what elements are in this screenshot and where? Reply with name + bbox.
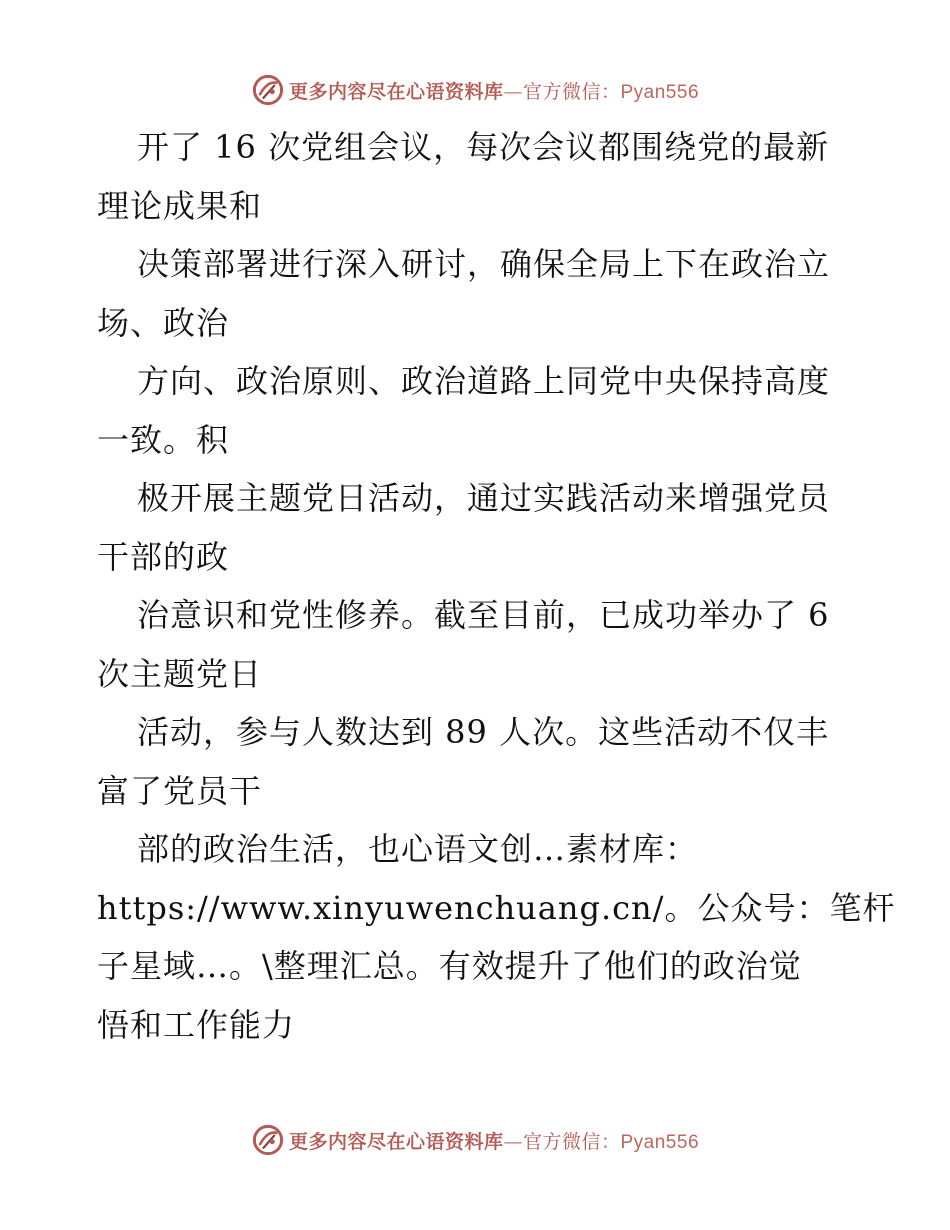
watermark-wechat-label: 官方微信：: [522, 1130, 621, 1153]
body-line: https://www.xinyuwenchuang.cn/。公众号：笔杆: [97, 888, 896, 927]
body-line: 一致。积: [97, 420, 230, 459]
watermark-group: [251, 73, 699, 107]
body-line: 极开展主题党日活动，通过实践活动来增强党员: [137, 479, 831, 517]
body-line: 部的政治生活，也心语文创…素材库：: [137, 830, 699, 868]
watermark-group: [251, 1123, 699, 1157]
watermark-wechat-id: Pyan556: [620, 81, 700, 103]
watermark-brand: 更多内容尽在心语资料库: [288, 1130, 504, 1153]
footer-watermark: [0, 1120, 950, 1160]
watermark-brand: 更多内容尽在心语资料库: [288, 80, 504, 103]
header-watermark: [0, 70, 950, 110]
body-line: 方向、政治原则、政治道路上同党中央保持高度: [137, 362, 831, 400]
body-line: 次主题党日: [97, 654, 263, 693]
body-line: 悟和工作能力: [97, 1005, 296, 1044]
body-line: 活动，参与人数达到 89 人次。这些活动不仅丰: [137, 713, 830, 751]
body-line: 开了 16 次党组会议，每次会议都围绕党的最新: [137, 128, 830, 166]
body-line: 子星域…。\整理汇总。有效提升了他们的政治觉: [97, 947, 802, 985]
watermark-text: [289, 77, 699, 104]
watermark-separator: —: [503, 1130, 523, 1153]
brand-logo-icon: [251, 1123, 285, 1157]
watermark-wechat-id: Pyan556: [620, 1131, 700, 1153]
watermark-wechat-label: 官方微信：: [522, 80, 621, 103]
body-line: 治意识和党性修养。截至目前，已成功举办了 6: [137, 596, 830, 634]
watermark-text: [289, 1127, 699, 1154]
watermark-separator: —: [503, 80, 523, 103]
body-line: 场、政治: [97, 303, 230, 342]
body-line: 干部的政: [97, 537, 230, 576]
brand-logo-icon: [251, 73, 285, 107]
document-body: [97, 118, 896, 1054]
body-line: 理论成果和: [97, 186, 263, 225]
body-line: 富了党员干: [97, 771, 263, 810]
body-line: 决策部署进行深入研讨，确保全局上下在政治立: [137, 245, 831, 283]
